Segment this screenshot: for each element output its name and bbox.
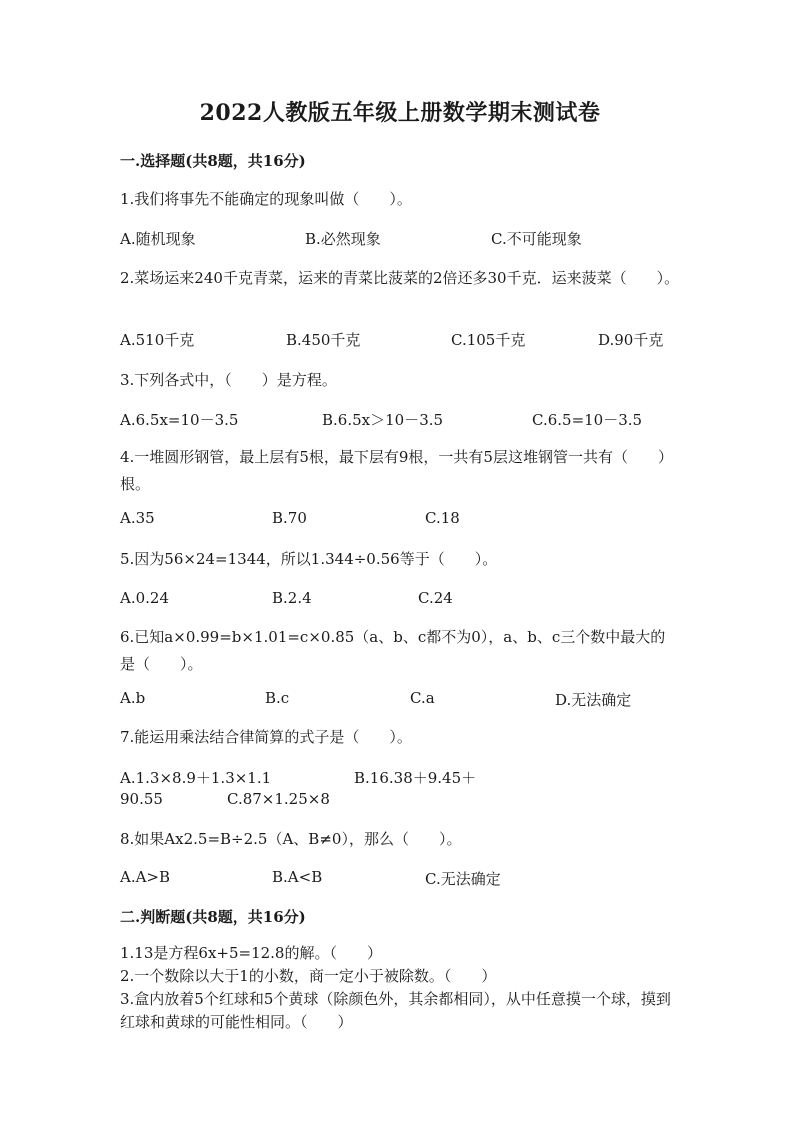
question-2: 2.菜场运来240千克青菜，运来的青菜比菠菜的2倍还多30千克．运来菠菜（ ）。: [120, 269, 680, 287]
q1-option-c: C.不可能现象: [491, 230, 582, 248]
question-4: 4.一堆圆形钢管，最上层有5根，最下层有9根，一共有5层这堆钢管一共有（ ）根。: [120, 448, 673, 493]
tf-item-1: 1.13是方程6x+5=12.8的解。（ ）: [120, 944, 382, 962]
question-8: 8.如果Ax2.5=B÷2.5（A、B≠0），那么（ ）。: [120, 830, 462, 848]
q4-option-b: B.70: [272, 509, 307, 527]
q6-option-c: C.a: [410, 689, 435, 707]
section-heading-true-false: 二.判断题(共8题，共16分): [120, 908, 306, 926]
q6-option-b: B.c: [265, 689, 290, 707]
q2-option-a: A.510千克: [120, 331, 195, 349]
tf-item-3: 3.盒内放着5个红球和5个黄球（除颜色外，其余都相同），从中任意摸一个球，摸到红球和黄球的可能性相同。（ ）: [120, 990, 671, 1031]
q7-option-b: B.16.38＋9.45＋: [354, 769, 477, 787]
question-6: 6.已知a×0.99=b×1.01=c×0.85（a、b、c都不为0），a、b、c三个数中最大的是（ ）。: [120, 628, 666, 673]
q4-option-a: A.35: [120, 509, 155, 527]
q2-option-b: B.450千克: [286, 331, 361, 349]
q3-option-b: B.6.5x＞10－3.5: [322, 411, 444, 429]
question-5: 5.因为56×24=1344，所以1.344÷0.56等于（ ）。: [120, 550, 498, 568]
exam-title: 2022人教版五年级上册数学期末测试卷: [199, 100, 601, 126]
q5-option-b: B.2.4: [272, 589, 312, 607]
q5-option-c: C.24: [418, 589, 453, 607]
q8-option-b: B.A<B: [272, 868, 323, 886]
q4-option-c: C.18: [425, 509, 460, 527]
q1-option-a: A.随机现象: [120, 230, 196, 248]
q2-option-d: D.90千克: [598, 331, 664, 349]
section-heading-choice: 一.选择题(共8题，共16分): [120, 152, 306, 170]
q6-option-d: D.无法确定: [555, 691, 632, 709]
q8-option-a: A.A>B: [120, 868, 171, 886]
q8-option-c: C.无法确定: [425, 870, 501, 888]
q7-option-b-continued: 90.55: [120, 790, 163, 808]
q3-option-c: C.6.5=10－3.5: [532, 411, 643, 429]
q7-option-c: C.87×1.25×8: [227, 790, 330, 808]
question-1: 1.我们将事先不能确定的现象叫做（ ）。: [120, 190, 412, 208]
q6-option-a: A.b: [120, 689, 146, 707]
q1-option-b: B.必然现象: [305, 230, 381, 248]
q5-option-a: A.0.24: [120, 589, 169, 607]
tf-item-2: 2.一个数除以大于1的小数，商一定小于被除数。（ ）: [120, 967, 497, 985]
q2-option-c: C.105千克: [451, 331, 526, 349]
q3-option-a: A.6.5x=10－3.5: [120, 411, 239, 429]
question-7: 7.能运用乘法结合律简算的式子是（ ）。: [120, 728, 412, 746]
q7-option-a: A.1.3×8.9＋1.3×1.1: [120, 769, 272, 787]
question-3: 3.下列各式中，（ ）是方程。: [120, 371, 337, 389]
